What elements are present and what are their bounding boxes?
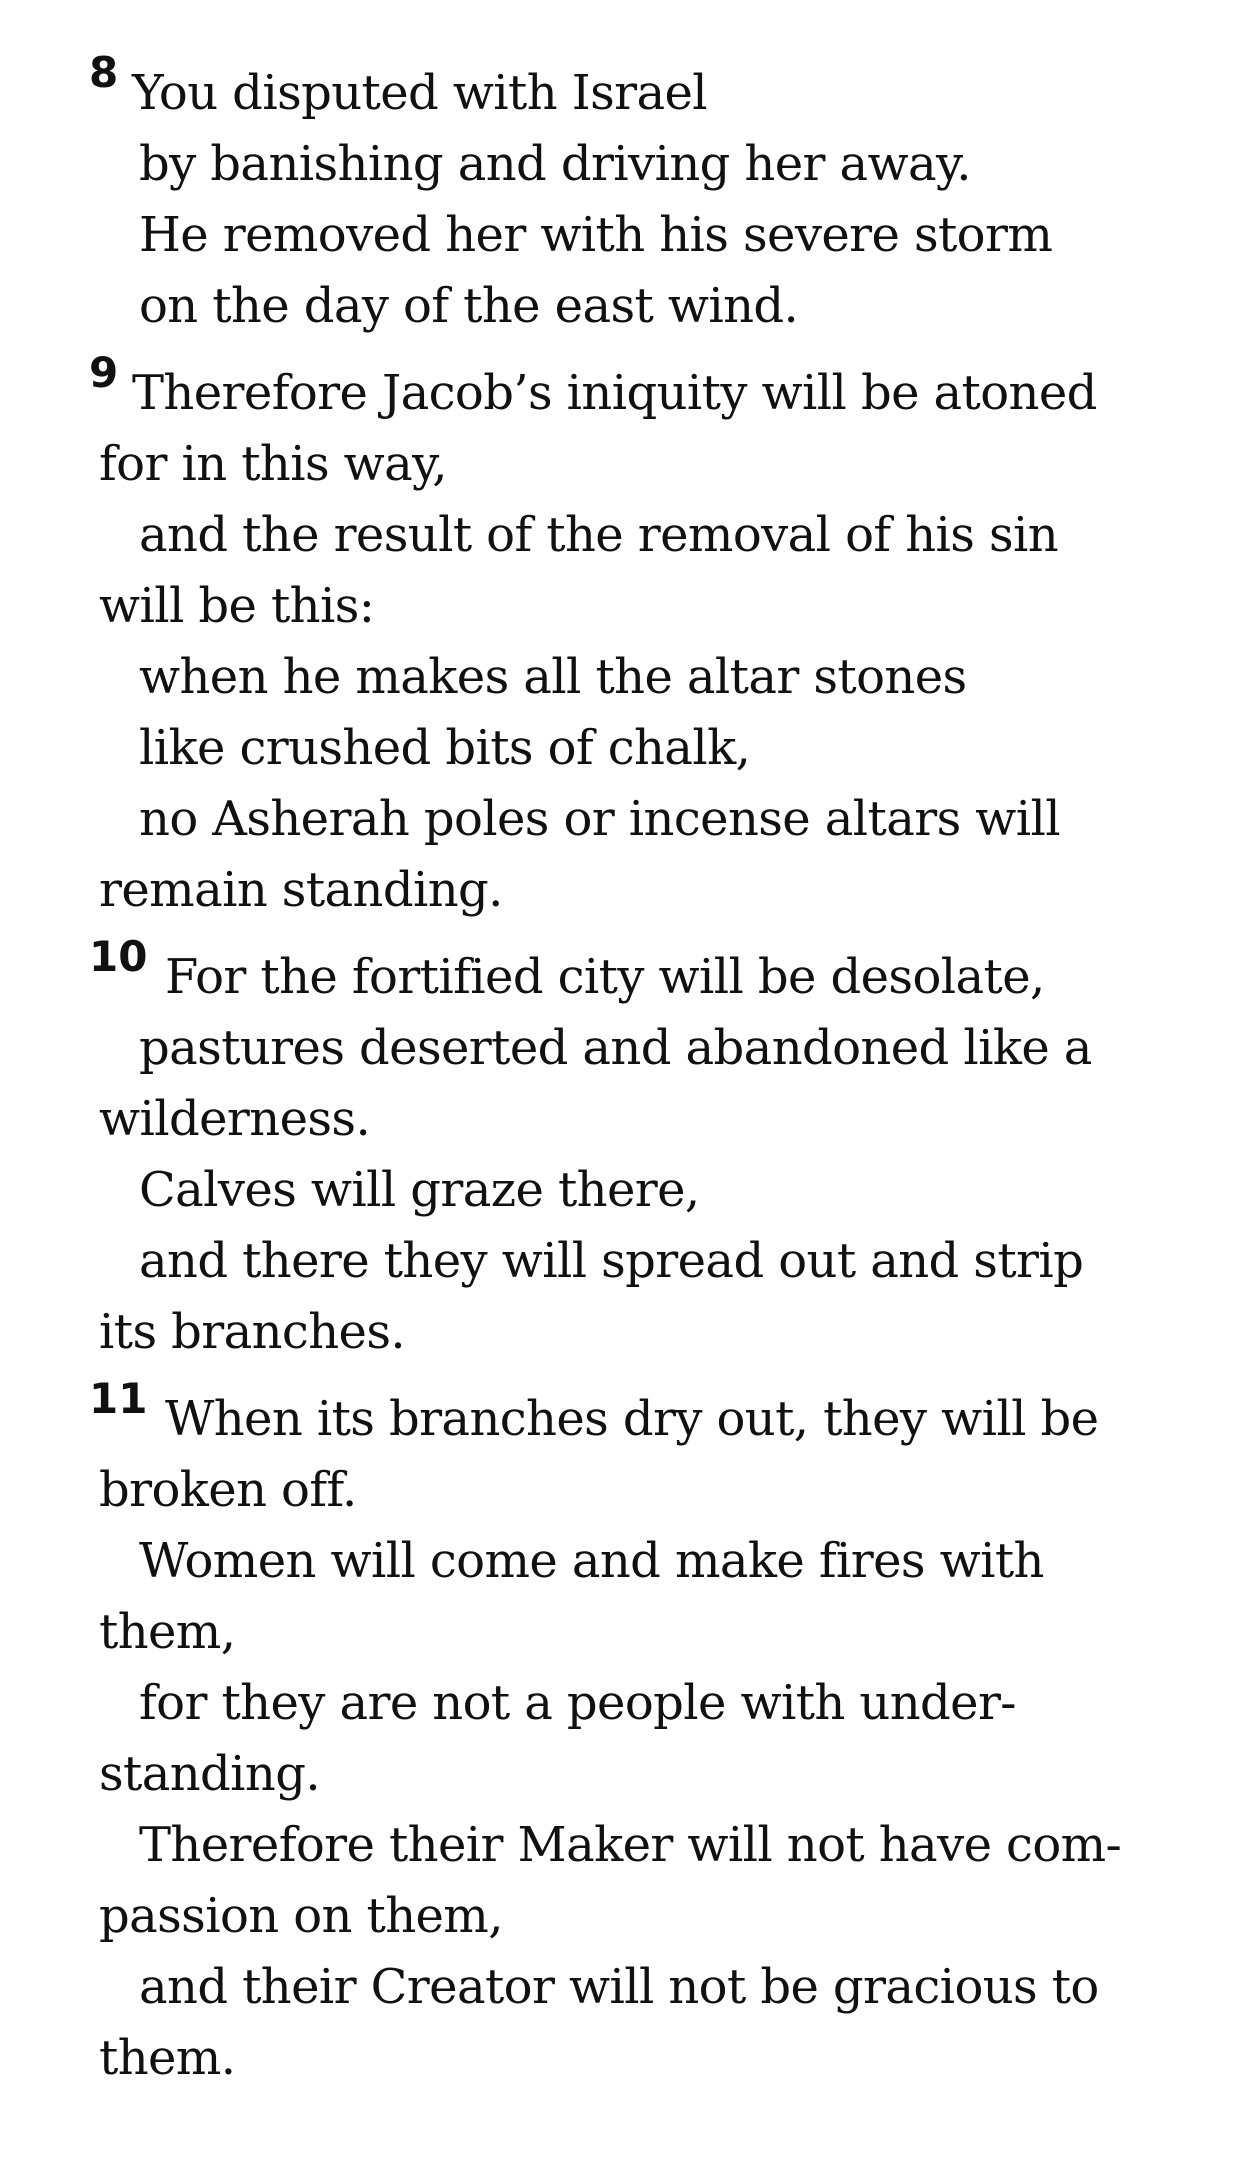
verse-line: Therefore their Maker will not have com- [139,1817,1122,1873]
verse-line: and their Creator will not be gracious to [139,1959,1099,2015]
verse-line: for they are not a people with under- [139,1675,1016,1731]
verse-line: Therefore Jacob’s iniquity will be atoned [132,365,1097,421]
verse-9 [89,348,1209,926]
verse-line: by banishing and driving her away. [139,136,971,192]
verse-line: For the fortified city will be desolate, [165,949,1045,1005]
verse-line: like crushed bits of chalk, [139,720,751,776]
verse-line: when he makes all the altar stones [139,649,967,705]
verse-line: pastures deserted and abandoned like a [139,1020,1092,1076]
verse-line: remain standing. [99,862,503,918]
verse-line: them, [99,1604,236,1660]
verse-11 [89,1374,1209,2094]
verse-line: Calves will graze there, [139,1162,700,1218]
verse-line: When its branches dry out, they will be [165,1391,1099,1447]
verse-10 [89,932,1209,1368]
verse-line: its branches. [99,1304,406,1360]
verse-line: no Asherah poles or incense altars will [139,791,1061,847]
verse-line: and there they will spread out and strip [139,1233,1084,1289]
scripture-page [89,48,1209,2094]
verse-line: will be this: [99,578,375,634]
verse-line: Women will come and make fires with [139,1533,1044,1589]
verse-line: them. [99,2030,236,2086]
verse-line: for in this way, [99,436,447,492]
verse-line: and the result of the removal of his sin [139,507,1059,563]
verse-line: passion on them, [99,1888,503,1944]
verse-line: broken off. [99,1462,357,1518]
verse-line: wilderness. [99,1091,371,1147]
verse-line: He removed her with his severe storm [139,207,1053,263]
verse-number: 8 [89,48,119,97]
verse-line: standing. [99,1746,321,1802]
verse-line: You disputed with Israel [132,65,708,121]
verse-line: on the day of the east wind. [139,278,799,334]
verse-8 [89,48,1209,342]
verse-number: 10 [89,932,148,981]
verse-number: 11 [89,1374,148,1423]
verse-number: 9 [89,348,119,397]
